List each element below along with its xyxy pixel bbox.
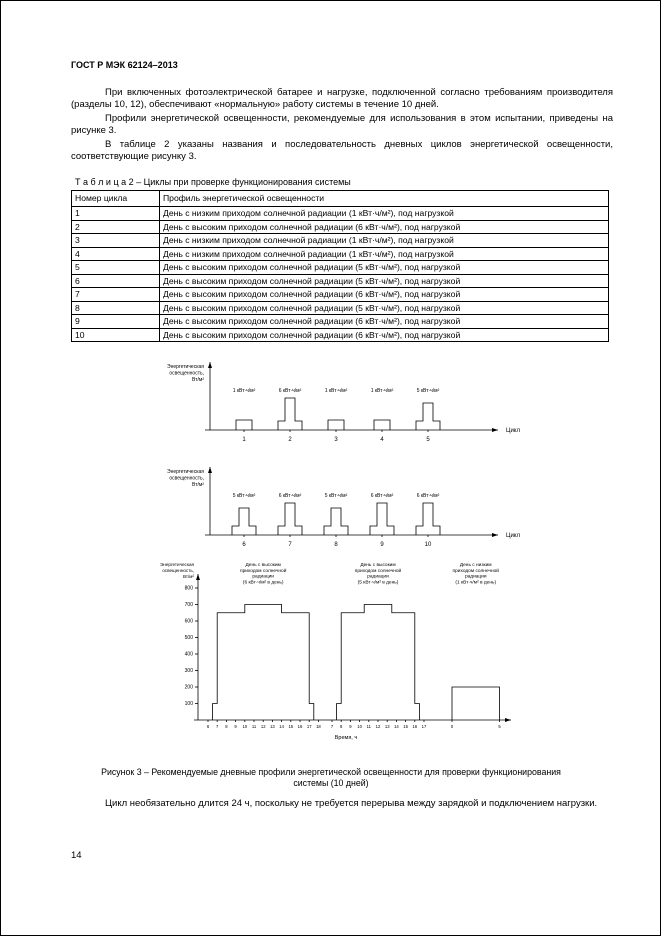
- svg-text:Вт/м²: Вт/м²: [183, 574, 194, 579]
- svg-text:(5 кВт·ч/м² в день): (5 кВт·ч/м² в день): [357, 580, 399, 586]
- cell-profile: День с высоким приходом солнечной радиации (6 кВт·ч/м²), под нагрузкой: [160, 288, 609, 302]
- svg-text:7: 7: [330, 724, 334, 729]
- svg-text:6: 6: [206, 724, 210, 729]
- table-row: [72, 261, 609, 275]
- svg-text:16: 16: [297, 724, 303, 729]
- svg-text:800: 800: [184, 585, 193, 592]
- cell-cycle-number: 9: [72, 315, 160, 329]
- svg-text:9: 9: [380, 542, 384, 548]
- svg-text:13: 13: [270, 724, 275, 729]
- cell-cycle-number: 8: [72, 301, 160, 315]
- svg-text:радиации: радиации: [464, 574, 487, 580]
- svg-text:5 кВт·ч/м²: 5 кВт·ч/м²: [416, 388, 440, 394]
- svg-text:8: 8: [340, 724, 343, 729]
- svg-text:14: 14: [394, 724, 399, 729]
- svg-text:освещенность,: освещенность,: [169, 370, 204, 377]
- svg-text:10: 10: [242, 724, 248, 729]
- cell-profile: День с высоким приходом солнечной радиации (5 кВт·ч/м²), под нагрузкой: [160, 301, 609, 315]
- svg-text:Вт/м²: Вт/м²: [192, 482, 204, 488]
- cell-profile: День с низким приходом солнечной радиации (1 кВт·ч/м²), под нагрузкой: [160, 234, 609, 248]
- svg-text:1 кВт·ч/м²: 1 кВт·ч/м²: [324, 388, 348, 394]
- paragraph-closing: Цикл необязательно длится 24 ч, поскольку не требуется перерыва между зарядкой и подключением нагрузки.: [105, 798, 598, 809]
- svg-text:0: 0: [450, 724, 454, 729]
- cell-profile: День с низким приходом солнечной радиации (1 кВт·ч/м²), под нагрузкой: [160, 247, 609, 261]
- svg-text:6 кВт·ч/м²: 6 кВт·ч/м²: [370, 493, 394, 499]
- svg-text:5: 5: [426, 437, 430, 443]
- svg-text:приходом солнечной: приходом солнечной: [239, 568, 287, 574]
- svg-text:16: 16: [412, 724, 418, 729]
- paragraph-intro: При включенных фотоэлектрической батарее и нагрузке, подключенной согласно требованиям производителя (разделы 10, 12), обеспечивают «нормальную» работу системы в течение 10 дней.: [71, 87, 613, 110]
- svg-text:1 кВт·ч/м²: 1 кВт·ч/м²: [232, 388, 256, 394]
- svg-text:3: 3: [334, 437, 338, 443]
- cell-profile: День с высоким приходом солнечной радиации (6 кВт·ч/м²), под нагрузкой: [160, 220, 609, 234]
- svg-text:15: 15: [403, 724, 408, 729]
- svg-text:Цикл: Цикл: [506, 428, 520, 434]
- svg-text:17: 17: [306, 724, 312, 729]
- cycle-irradiance-chart-1-5: [146, 348, 546, 452]
- cell-cycle-number: 3: [72, 234, 160, 248]
- svg-text:10: 10: [357, 724, 362, 729]
- svg-text:6 кВт·ч/м²: 6 кВт·ч/м²: [416, 493, 440, 499]
- cell-profile: День с высоким приходом солнечной радиации (6 кВт·ч/м²), под нагрузкой: [160, 328, 609, 342]
- svg-text:12: 12: [260, 724, 266, 729]
- daily-irradiance-profile-chart: [146, 558, 546, 754]
- svg-text:8: 8: [225, 724, 228, 729]
- svg-text:Энергетическая: Энергетическая: [167, 469, 204, 475]
- svg-text:Время, ч: Время, ч: [334, 735, 358, 741]
- svg-text:(6 кВт·ч/м² в день): (6 кВт·ч/м² в день): [242, 580, 284, 586]
- paragraph-profiles: Профили энергетической освещенности, рекомендуемые для использования в этом испытании, приведены на рисунке 3.: [71, 113, 613, 136]
- col-header-cycle-number: Номер цикла: [72, 191, 160, 207]
- table-row: [72, 234, 609, 248]
- svg-text:600: 600: [184, 618, 193, 625]
- svg-text:200: 200: [184, 684, 193, 691]
- svg-text:10: 10: [424, 542, 432, 548]
- table-row: [72, 274, 609, 288]
- table-row: [72, 315, 609, 329]
- paragraph-table-ref: В таблице 2 указаны названия и последовательность дневных циклов энергетической освещенности, соответствующие рисунку 3.: [71, 139, 613, 162]
- svg-text:4: 4: [380, 437, 384, 443]
- cell-cycle-number: 10: [72, 328, 160, 342]
- svg-text:700: 700: [184, 602, 193, 609]
- svg-text:День с высоким: День с высоким: [245, 563, 281, 568]
- svg-text:6: 6: [242, 542, 246, 548]
- figure-caption: Рисунок 3 – Рекомендуемые дневные профили энергетической освещенности для проверки функционирования системы (10 дней): [101, 767, 561, 788]
- svg-text:5 кВт·ч/м²: 5 кВт·ч/м²: [232, 493, 256, 499]
- cycle-irradiance-chart-6-10: [146, 453, 546, 557]
- svg-text:5 кВт·ч/м²: 5 кВт·ч/м²: [324, 493, 348, 499]
- page-number: 14: [71, 850, 82, 861]
- svg-text:2: 2: [288, 437, 292, 443]
- svg-text:1 кВт·ч/м²: 1 кВт·ч/м²: [370, 388, 394, 394]
- svg-text:День с низким: День с низким: [459, 563, 492, 568]
- svg-text:500: 500: [184, 635, 193, 642]
- svg-text:6 кВт·ч/м²: 6 кВт·ч/м²: [278, 388, 302, 394]
- table-caption: Т а б л и ц а 2 – Циклы при проверке функционирования системы: [75, 177, 351, 187]
- cell-profile: День с высоким приходом солнечной радиации (5 кВт·ч/м²), под нагрузкой: [160, 261, 609, 275]
- svg-text:Вт/м²: Вт/м²: [192, 377, 204, 383]
- svg-text:5: 5: [498, 724, 501, 729]
- svg-text:9: 9: [349, 724, 352, 729]
- svg-text:14: 14: [279, 724, 284, 729]
- document-title: ГОСТ Р МЭК 62124–2013: [71, 60, 178, 70]
- svg-text:День с высоким: День с высоким: [360, 563, 396, 568]
- svg-text:приходом солнечной: приходом солнечной: [452, 568, 499, 574]
- svg-text:13: 13: [384, 724, 390, 729]
- svg-text:100: 100: [184, 701, 193, 708]
- svg-text:15: 15: [288, 724, 294, 729]
- svg-text:8: 8: [334, 542, 338, 548]
- table-header-row: [72, 191, 609, 207]
- svg-text:12: 12: [375, 724, 381, 729]
- cell-cycle-number: 4: [72, 247, 160, 261]
- svg-text:приходом солнечной: приходом солнечной: [354, 568, 402, 574]
- col-header-profile: Профиль энергетической освещенности: [160, 191, 609, 207]
- svg-text:Энергетическая: Энергетическая: [160, 562, 194, 567]
- cell-cycle-number: 2: [72, 220, 160, 234]
- table-row: [72, 328, 609, 342]
- svg-text:11: 11: [251, 724, 257, 729]
- svg-text:1: 1: [242, 437, 246, 443]
- svg-text:радиации: радиации: [252, 574, 274, 580]
- svg-text:радиации: радиации: [367, 574, 389, 580]
- cycles-table: [71, 190, 609, 342]
- table-row: [72, 220, 609, 234]
- cell-profile: День с высоким приходом солнечной радиации (6 кВт·ч/м²), под нагрузкой: [160, 315, 609, 329]
- cell-profile: День с низким приходом солнечной радиации (1 кВт·ч/м²), под нагрузкой: [160, 207, 609, 221]
- table-row: [72, 207, 609, 221]
- table-row: [72, 288, 609, 302]
- svg-text:400: 400: [184, 651, 193, 658]
- svg-text:освещенность,: освещенность,: [169, 475, 204, 482]
- svg-text:Цикл: Цикл: [506, 533, 520, 539]
- svg-text:9: 9: [234, 724, 237, 729]
- svg-text:7: 7: [216, 724, 219, 729]
- table-row: [72, 301, 609, 315]
- svg-text:18: 18: [316, 724, 321, 729]
- svg-text:300: 300: [184, 668, 193, 675]
- cell-cycle-number: 1: [72, 207, 160, 221]
- cell-cycle-number: 5: [72, 261, 160, 275]
- cell-cycle-number: 7: [72, 288, 160, 302]
- table-row: [72, 247, 609, 261]
- cell-profile: День с высоким приходом солнечной радиации (5 кВт·ч/м²), под нагрузкой: [160, 274, 609, 288]
- svg-text:17: 17: [421, 724, 427, 729]
- svg-text:освещенность,: освещенность,: [162, 568, 194, 573]
- svg-text:7: 7: [288, 542, 292, 548]
- svg-text:Энергетическая: Энергетическая: [167, 364, 204, 370]
- svg-text:6 кВт·ч/м²: 6 кВт·ч/м²: [278, 493, 302, 499]
- svg-text:(1 кВт·ч/м² в день): (1 кВт·ч/м² в день): [455, 580, 497, 586]
- svg-text:11: 11: [366, 724, 371, 729]
- cell-cycle-number: 6: [72, 274, 160, 288]
